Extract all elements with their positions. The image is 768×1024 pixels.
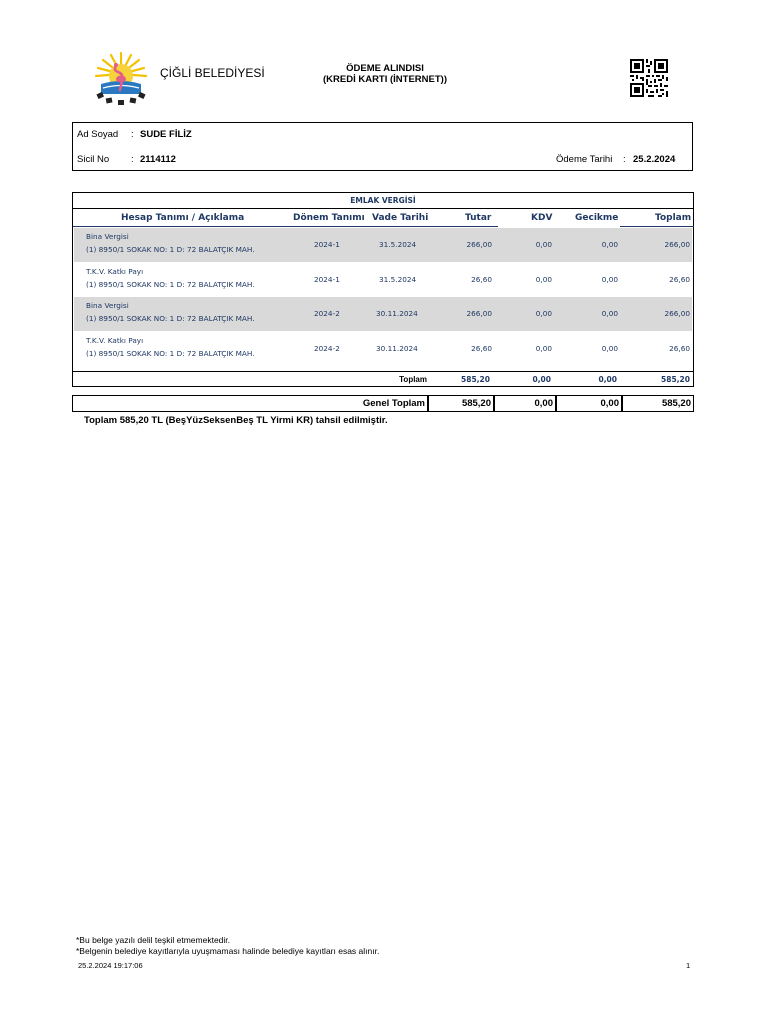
subtotal-total: 585,20 xyxy=(661,375,690,384)
subtotal-kdv: 0,00 xyxy=(532,375,551,384)
row-period: 2024-2 xyxy=(314,344,340,353)
grand-total-total: 585,20 xyxy=(622,395,694,412)
sicil-colon: : xyxy=(131,154,134,165)
grand-total-label: Genel Toplam xyxy=(72,395,428,412)
payment-date-colon: : xyxy=(623,154,626,165)
payment-date-value: 25.2.2024 xyxy=(633,154,676,165)
table-row xyxy=(74,297,692,331)
row-kdv: 0,00 xyxy=(535,275,552,284)
row-address: (1) 8950/1 SOKAK NO: 1 D: 72 BALATÇIK MAH. xyxy=(86,245,255,254)
row-period: 2024-1 xyxy=(314,240,340,249)
header-total: Toplam xyxy=(655,213,692,223)
row-amount: 266,00 xyxy=(466,240,492,249)
row-account-name: Bina Vergisi xyxy=(86,301,129,310)
municipality-logo-icon xyxy=(91,48,151,106)
row-due-date: 31.5.2024 xyxy=(379,275,417,284)
row-account-name: T.K.V. Katkı Payı xyxy=(86,336,144,345)
name-value: SUDE FİLİZ xyxy=(140,129,192,140)
row-account-name: Bina Vergisi xyxy=(86,232,129,241)
page-number: 1 xyxy=(686,961,691,970)
row-delay: 0,00 xyxy=(601,275,618,284)
name-colon: : xyxy=(131,129,134,140)
subtotal-delay: 0,00 xyxy=(598,375,617,384)
header-delay: Gecikme xyxy=(575,213,619,223)
row-address: (1) 8950/1 SOKAK NO: 1 D: 72 BALATÇIK MAH. xyxy=(86,280,255,289)
footer-note-1: *Bu belge yazılı delil teşkil etmemektedir. xyxy=(76,935,231,945)
header-description: Hesap Tanımı / Açıklama xyxy=(121,213,245,223)
row-due-date: 31.5.2024 xyxy=(379,240,417,249)
table-title: EMLAK VERGİSİ xyxy=(350,196,416,205)
subtotal-divider xyxy=(73,371,693,372)
row-delay: 0,00 xyxy=(601,309,618,318)
row-kdv: 0,00 xyxy=(535,344,552,353)
header-kdv: KDV xyxy=(531,213,553,223)
row-delay: 0,00 xyxy=(601,344,618,353)
row-total: 266,00 xyxy=(664,240,690,249)
row-period: 2024-1 xyxy=(314,275,340,284)
name-label: Ad Soyad xyxy=(77,129,119,140)
row-due-date: 30.11.2024 xyxy=(376,344,418,353)
document-title xyxy=(300,63,470,85)
footer-note-2: *Belgenin belediye kayıtlarıyla uyuşmaması halinde belediye kayıtları esas alınır. xyxy=(76,946,380,956)
grand-total-kdv: 0,00 xyxy=(494,395,556,412)
sicil-label: Sicil No xyxy=(77,154,110,165)
row-total: 26,60 xyxy=(669,275,690,284)
document-title-line1: ÖDEME ALINDISI xyxy=(346,63,424,74)
document-title-line2: (KREDİ KARTI (İNTERNET)) xyxy=(322,74,447,85)
sicil-value: 2114112 xyxy=(140,154,176,165)
row-address: (1) 8950/1 SOKAK NO: 1 D: 72 BALATÇIK MAH. xyxy=(86,314,255,323)
header-due-date: Vade Tarihi xyxy=(372,213,429,223)
row-total: 266,00 xyxy=(664,309,690,318)
header-underline xyxy=(73,226,498,227)
row-delay: 0,00 xyxy=(601,240,618,249)
municipality-name: ÇİĞLİ BELEDİYESİ xyxy=(160,66,265,80)
subtotal-label: Toplam xyxy=(399,375,427,384)
row-kdv: 0,00 xyxy=(535,240,552,249)
row-due-date: 30.11.2024 xyxy=(376,309,418,318)
subtotal-amount: 585,20 xyxy=(461,375,490,384)
table-row xyxy=(74,228,692,262)
row-kdv: 0,00 xyxy=(535,309,552,318)
header-period: Dönem Tanımı xyxy=(293,213,365,223)
print-timestamp: 25.2.2024 19:17:06 xyxy=(78,961,143,970)
row-address: (1) 8950/1 SOKAK NO: 1 D: 72 BALATÇIK MAH. xyxy=(86,349,255,358)
payer-info-box xyxy=(72,122,693,171)
row-amount: 266,00 xyxy=(466,309,492,318)
grand-total-delay: 0,00 xyxy=(556,395,622,412)
row-total: 26,60 xyxy=(669,344,690,353)
qr-code-icon xyxy=(630,59,668,97)
header-amount: Tutar xyxy=(465,213,492,223)
tax-table xyxy=(72,192,694,387)
row-amount: 26,60 xyxy=(471,344,492,353)
table-row xyxy=(74,332,692,366)
grand-total-amount: 585,20 xyxy=(428,395,494,412)
payment-summary: Toplam 585,20 TL (BeşYüzSeksenBeş TL Yirmi KR) tahsil edilmiştir. xyxy=(84,415,388,426)
payment-date-label: Ödeme Tarihi xyxy=(556,154,613,165)
table-title-divider xyxy=(73,208,693,209)
table-row xyxy=(74,263,692,297)
row-amount: 26,60 xyxy=(471,275,492,284)
header-underline-total xyxy=(620,226,694,227)
row-account-name: T.K.V. Katkı Payı xyxy=(86,267,144,276)
row-period: 2024-2 xyxy=(314,309,340,318)
